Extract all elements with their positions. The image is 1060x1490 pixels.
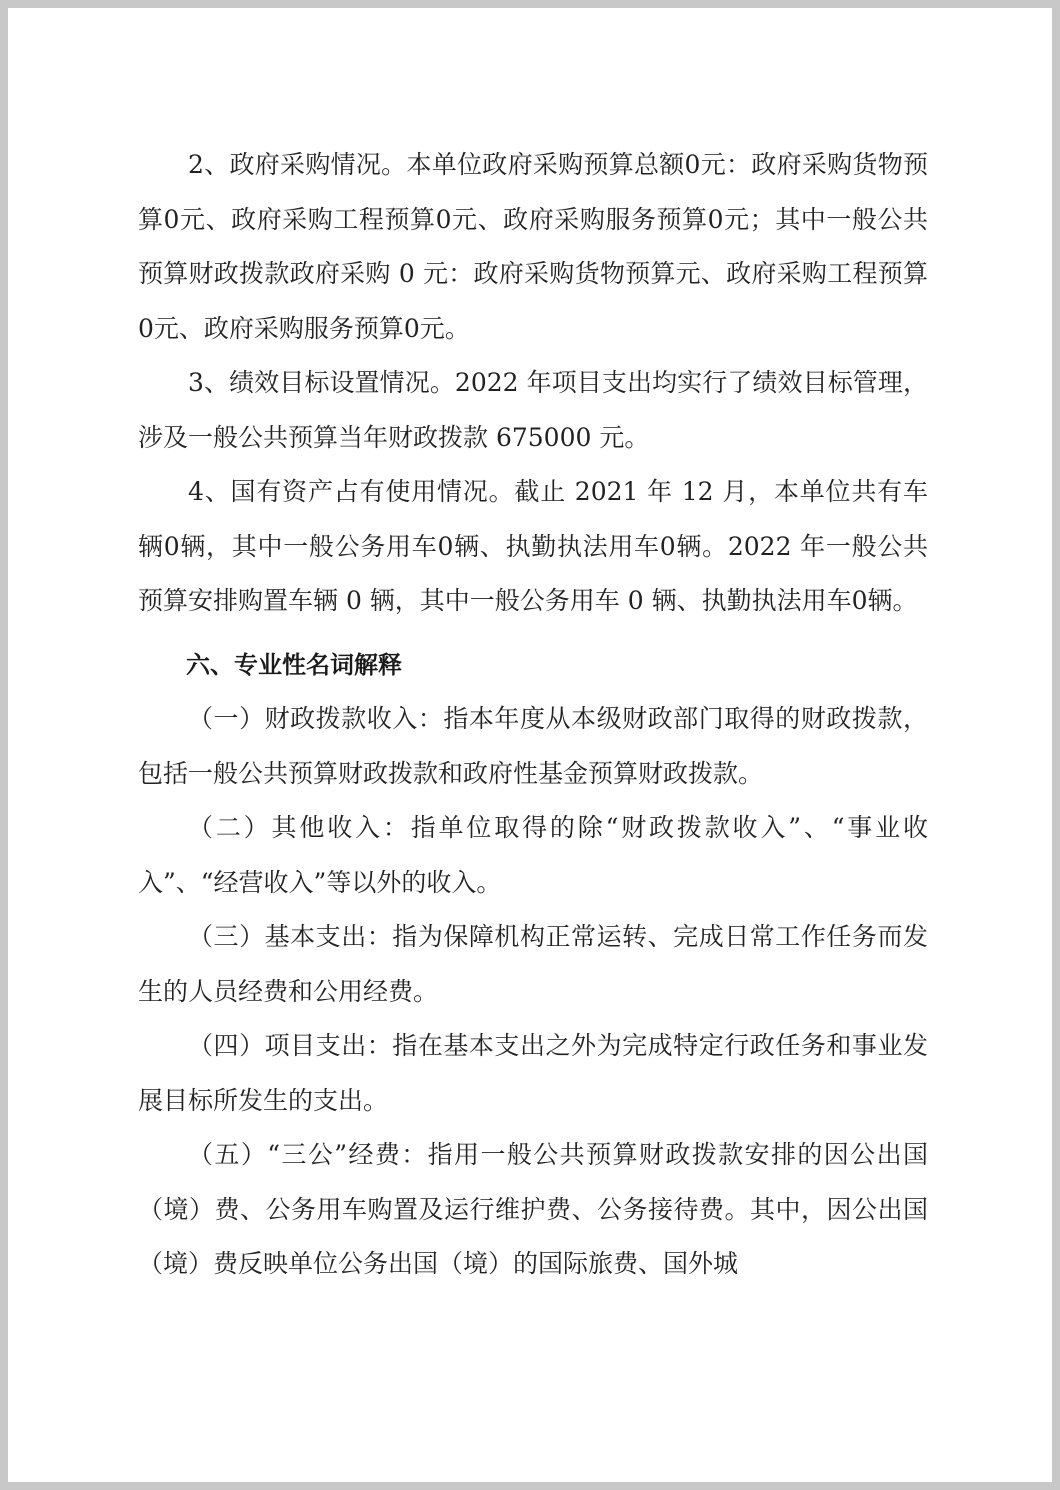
- definition-three-public-expenses: （五）“三公”经费：指用一般公共预算财政拨款安排的因公出国（境）费、公务用车购置及运行维护费、公务接待费。其中，因公出国（境）费反映单位公务出国（境）的国际旅费、国外城: [138, 1140, 928, 1278]
- definition-basic-expenditure: （三）基本支出：指为保障机构正常运转、完成日常工作任务而发生的人员经费和公用经费。: [138, 922, 928, 1006]
- paragraph-state-assets: 4、国有资产占有使用情况。截止 2021 年 12 月，本单位共有车辆0辆，其中一般公务用车0辆、执勤执法用车0辆。2022 年一般公共预算安排购置车辆 0 辆，其中一般公务用车 0 辆、执勤执法用车0辆。: [138, 477, 928, 615]
- definition-other-income: （二）其他收入：指单位取得的除“财政拨款收入”、“事业收入”、“经营收入”等以外的收入。: [138, 813, 928, 897]
- paragraph-government-procurement: 2、政府采购情况。本单位政府采购预算总额0元：政府采购货物预算0元、政府采购工程预算0元、政府采购服务预算0元；其中一般公共预算财政拨款政府采购 0 元：政府采购货物预算元、政府采购工程预算0元、政府采购服务预算0元。: [138, 150, 928, 343]
- definition-project-expenditure: （四）项目支出：指在基本支出之外为完成特定行政任务和事业发展目标所发生的支出。: [138, 1031, 928, 1115]
- section-heading: 六、专业性名词解释: [186, 650, 402, 679]
- document-body: [138, 138, 928, 1292]
- paragraph-performance-targets: 3、绩效目标设置情况。2022 年项目支出均实行了绩效目标管理，涉及一般公共预算当年财政拨款 675000 元。: [138, 368, 928, 452]
- definition-fiscal-appropriation-income: （一）财政拨款收入：指本年度从本级财政部门取得的财政拨款，包括一般公共预算财政拨款和政府性基金预算财政拨款。: [138, 704, 928, 788]
- document-page: [8, 8, 1052, 1482]
